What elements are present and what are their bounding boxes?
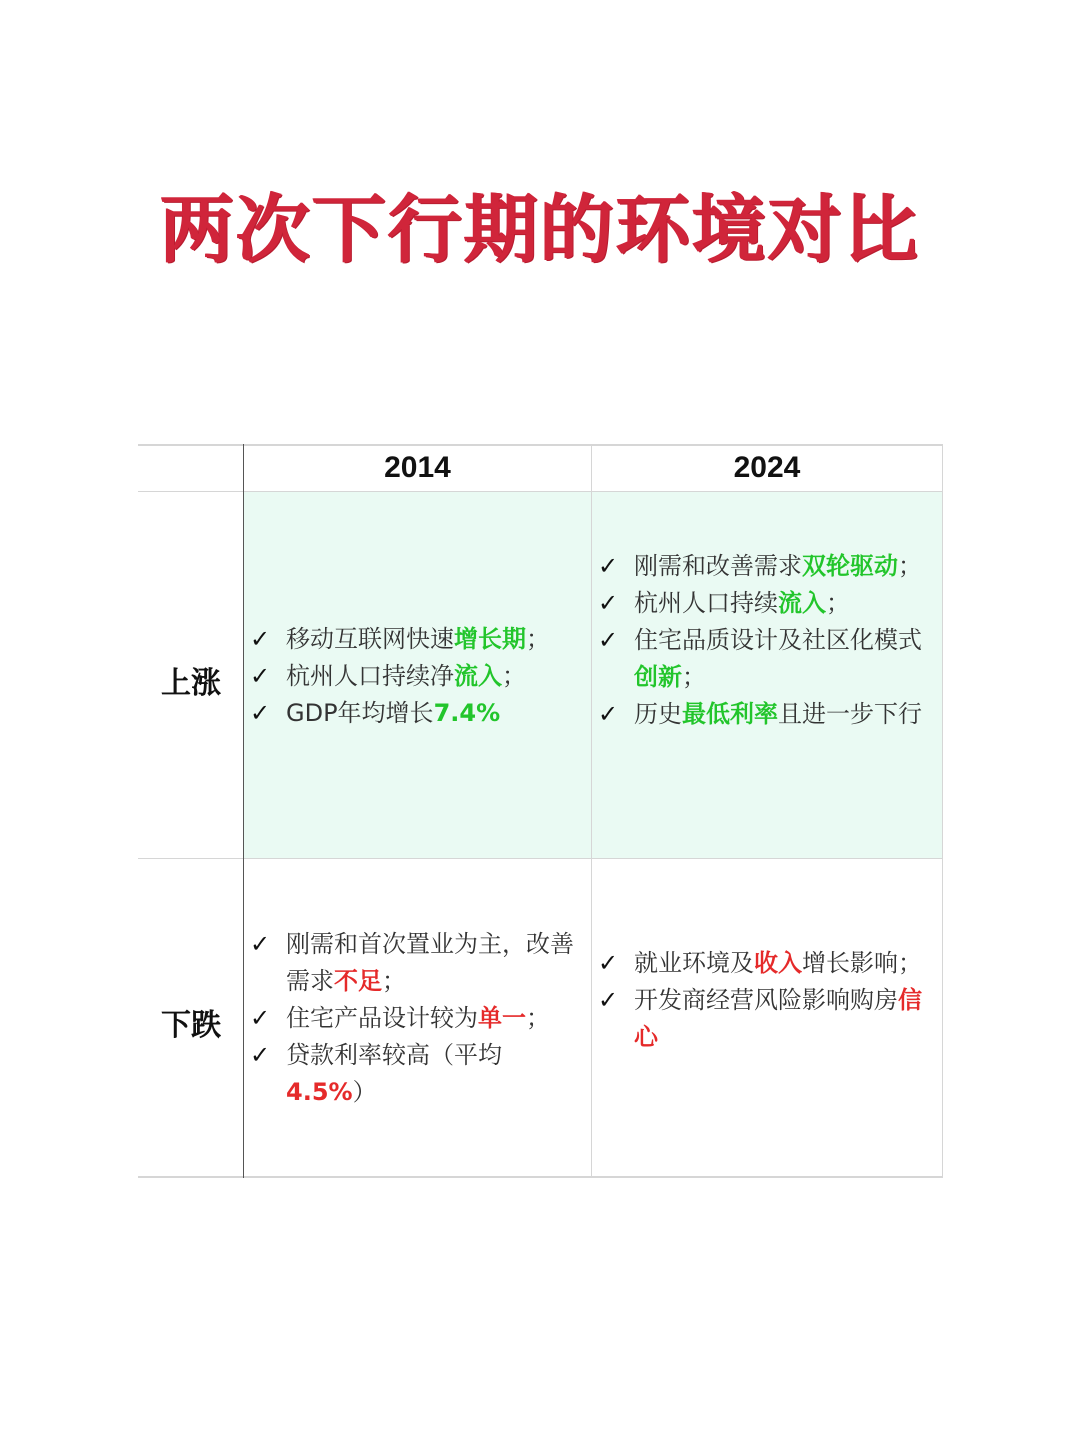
row-label-rise: 上涨 xyxy=(161,666,221,701)
highlight-text: 7.4% xyxy=(433,699,501,727)
row-label-fall: 下跌 xyxy=(161,1008,221,1043)
check-icon: ✓ xyxy=(250,1041,271,1069)
table-bottom-border xyxy=(138,1176,943,1178)
check-icon: ✓ xyxy=(250,625,271,653)
item-text: ； xyxy=(826,589,850,617)
list-item xyxy=(592,696,928,733)
check-icon: ✓ xyxy=(598,626,619,654)
check-icon: ✓ xyxy=(250,662,271,690)
item-text: 住宅品质设计及社区化模式 xyxy=(634,626,922,654)
fall-2024-list xyxy=(592,945,928,1056)
rise-2024-list xyxy=(592,548,928,733)
check-icon: ✓ xyxy=(598,986,619,1014)
check-icon: ✓ xyxy=(598,552,619,580)
list-item xyxy=(244,695,572,732)
fall-2014-list xyxy=(244,926,574,1111)
item-text: 且进一步下行 xyxy=(778,700,922,728)
rise-2014-list xyxy=(244,621,572,732)
highlight-text: 创新 xyxy=(634,663,682,691)
list-item xyxy=(244,621,572,658)
row-divider xyxy=(138,858,943,859)
highlight-text: 不足 xyxy=(334,967,382,995)
item-text: GDP年均增长 xyxy=(286,699,434,727)
item-text: 刚需和改善需求 xyxy=(634,552,802,580)
item-text: ） xyxy=(352,1078,377,1106)
item-text: ； xyxy=(682,663,706,691)
check-icon: ✓ xyxy=(250,930,271,958)
item-text: 增长影响； xyxy=(802,949,922,977)
list-item xyxy=(592,548,928,585)
list-item xyxy=(592,945,928,982)
item-text: ； xyxy=(382,967,406,995)
check-icon: ✓ xyxy=(598,589,619,617)
item-text: 开发商经营风险影响购房 xyxy=(634,986,898,1014)
list-item xyxy=(592,982,928,1056)
list-item xyxy=(592,622,928,696)
item-text: 刚需和首次置业为主，改善需求 xyxy=(286,930,574,995)
list-item xyxy=(244,1037,574,1111)
item-text: ； xyxy=(502,662,526,690)
check-icon: ✓ xyxy=(250,1004,271,1032)
list-item xyxy=(244,658,572,695)
highlight-text: 最低利率 xyxy=(682,700,778,728)
check-icon: ✓ xyxy=(598,700,619,728)
item-text: 历史 xyxy=(634,700,682,728)
list-item xyxy=(244,926,574,1000)
table-right-border xyxy=(942,444,943,1178)
highlight-text: 单一 xyxy=(478,1004,526,1032)
item-text: ； xyxy=(526,625,550,653)
highlight-text: 信心 xyxy=(634,986,922,1051)
highlight-text: 流入 xyxy=(454,662,502,690)
column-header-2014: 2014 xyxy=(384,451,451,484)
column-header-2024: 2024 xyxy=(733,451,801,484)
item-text: ； xyxy=(526,1004,550,1032)
item-text: 贷款利率较高（平均 xyxy=(286,1041,502,1069)
check-icon: ✓ xyxy=(250,699,271,727)
highlight-text: 流入 xyxy=(778,589,826,617)
highlight-text: 增长期 xyxy=(454,625,526,653)
item-text: 移动互联网快速 xyxy=(286,625,454,653)
list-item xyxy=(592,585,928,622)
highlight-text: 双轮驱动 xyxy=(802,552,898,580)
highlight-text: 收入 xyxy=(754,949,802,977)
list-item xyxy=(244,1000,574,1037)
item-text: 住宅产品设计较为 xyxy=(286,1004,478,1032)
highlight-text: 4.5% xyxy=(286,1078,353,1106)
item-text: 杭州人口持续 xyxy=(634,589,778,617)
item-text: 杭州人口持续净 xyxy=(286,662,454,690)
check-icon: ✓ xyxy=(598,949,619,977)
page-title: 两次下行期的环境对比 xyxy=(160,187,920,273)
item-text: 就业环境及 xyxy=(634,949,754,977)
item-text: ； xyxy=(898,552,922,580)
